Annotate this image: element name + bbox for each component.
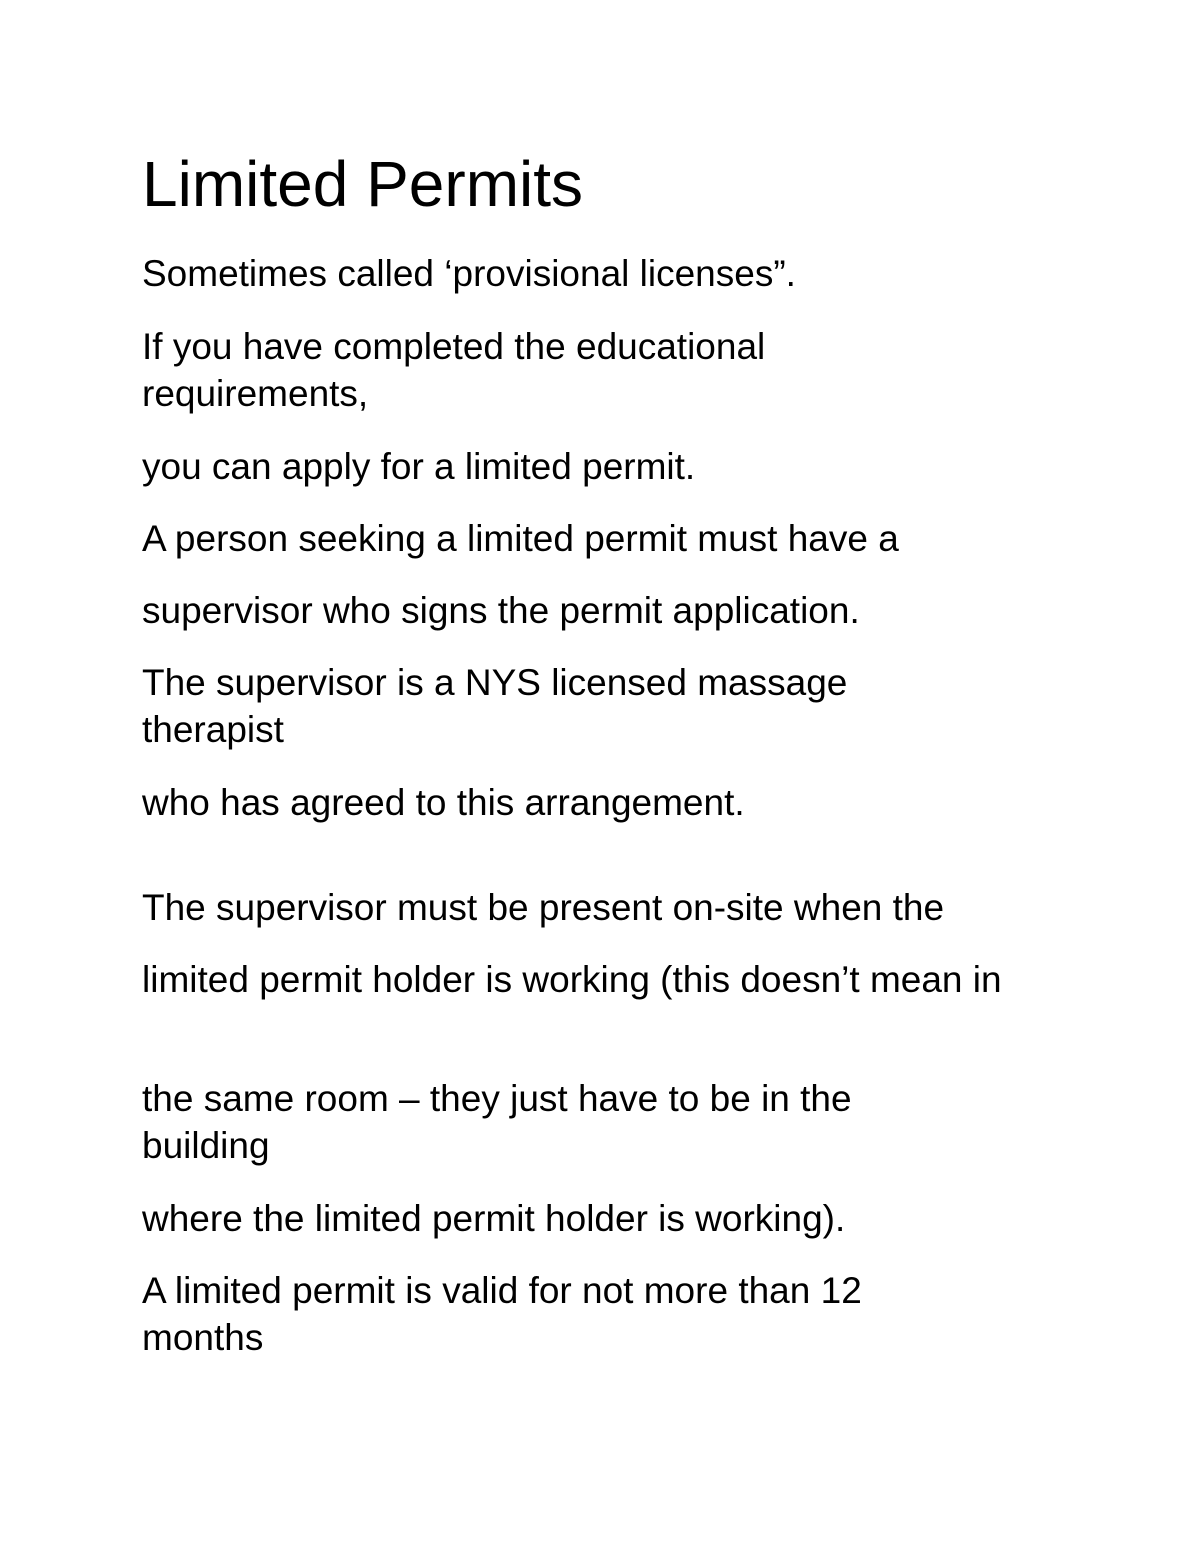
page-title: Limited Permits	[142, 148, 583, 220]
paragraph-valid-months: A limited permit is valid for not more than 12 months	[142, 1270, 862, 1358]
paragraph-same-room: the same room – they just have to be in the building	[142, 1078, 852, 1166]
paragraph-educational: If you have completed the educational requirements,	[142, 326, 766, 414]
paragraph-provisional: Sometimes called ‘provisional licenses”.	[142, 253, 796, 294]
paragraph-present-onsite: The supervisor must be present on-site when the	[142, 887, 945, 928]
paragraph-apply: you can apply for a limited permit.	[142, 446, 696, 487]
paragraph-seeking: A person seeking a limited permit must have a	[142, 518, 899, 559]
paragraph-agreed: who has agreed to this arrangement.	[142, 782, 745, 823]
paragraph-supervisor-signs: supervisor who signs the permit application.	[142, 590, 860, 631]
paragraph-where-working: where the limited permit holder is working).	[142, 1198, 846, 1239]
paragraph-nys-licensed: The supervisor is a NYS licensed massage therapist	[142, 662, 848, 750]
paragraph-holder-working: limited permit holder is working (this doesn’t mean in	[142, 959, 1002, 1000]
